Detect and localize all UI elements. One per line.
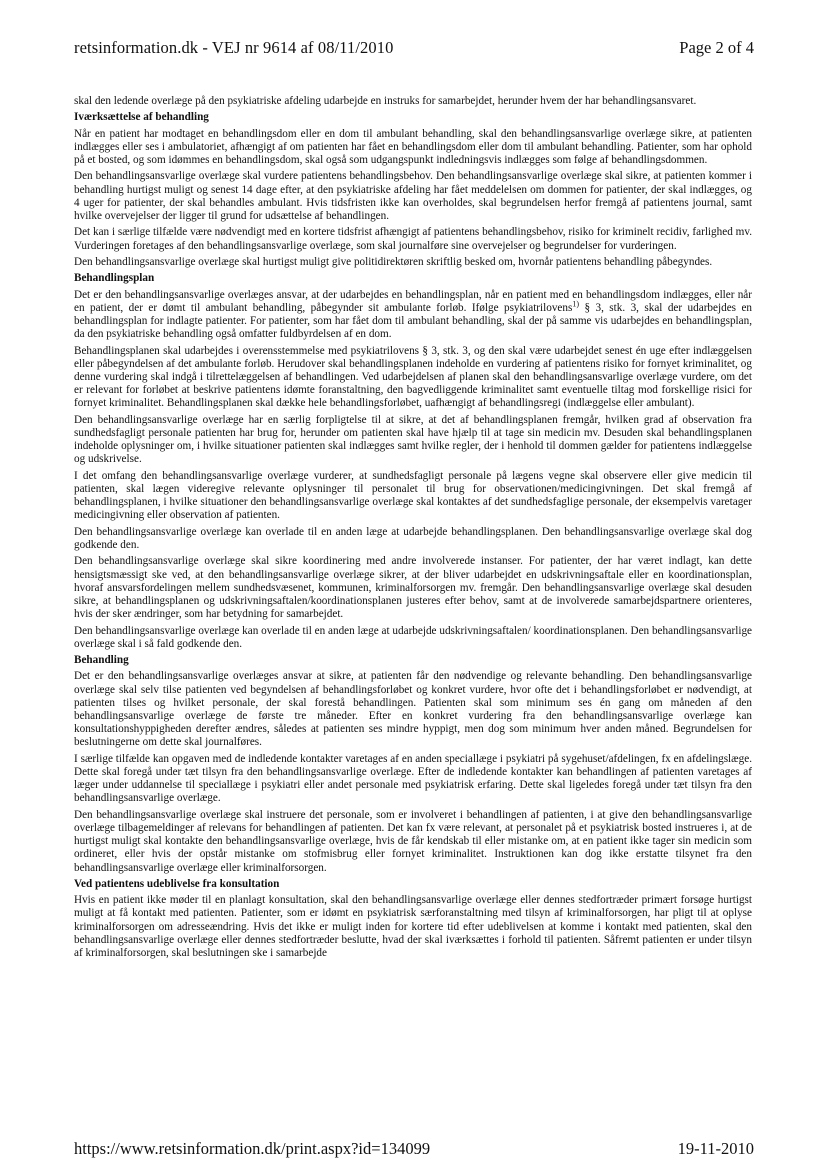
heading-udeblivelse: Ved patientens udeblivelse fra konsultation bbox=[74, 877, 280, 890]
heading-ivaerksaettelse: Iværksættelse af behandling bbox=[74, 111, 209, 124]
paragraph-behandling-1: Det er den behandlingsansvarlige overlæges ansvar at sikre, at patienten får den nødvendige og relevante behandling. Den behandlingsansvarlige overlæge skal selv tilse patienten ved begyndelsen af behandlingsforløbet og konkret vurdere, hvor ofte det i behandlingsforløbet er nødvendigt, at patienten tilses og hvilket personale, der skal forestå behandlingen. Patienten skal som minimum ses én gang om måneden af den behandlingsansvarlige overlæge de første tre måneder. Efter en konkret vurdering fra den behandlingsansvarlige overlæge kan konsultationshyppigheden derefter ændres, således at patienten ses mindre hyppigt, men dog som minimum hver anden måned. Begrundelsen for beslutningerne om dette skal journalføres. bbox=[74, 670, 752, 749]
paragraph-ivaerk-2: Den behandlingsansvarlige overlæge skal vurdere patientens behandlingsbehov. Den behandlingsansvarlige overlæge skal sikre, at patienten kommer i behandling hurtigst muligt og senest 14 dage efter, at den psykiatriske afdeling har fået meddelelsen om dommen for patienter, der skal indlægges, og 4 uger for patienter, der skal behandles ambulant. Hvis tidsfristen ikke kan overholdes, skal begrundelsen herfor fremgå af patientens journal, samt hvilke overvejelser der ligger til grund for udsættelse af behandlingen. bbox=[74, 170, 752, 222]
paragraph-plan-4: I det omfang den behandlingsansvarlige overlæge vurderer, at sundhedsfagligt personale på lægens vegne skal observere eller give medicin til patienten, skal lægen videregive relevante oplysninger til personalet til brug for observationen/medicingivningen. Det skal fremgå af behandlingsplanen, i hvilke situationer den behandlingsansvarlige overlæge skal kontaktes af det sundhedsfaglige personale, der eksempelvis varetager medicingivning eller observation af patienten. bbox=[74, 469, 752, 522]
paragraph-ivaerk-3: Det kan i særlige tilfælde være nødvendigt med en kortere tidsfrist afhængigt af patientens behandlingsbehov, risiko for kriminelt recidiv, farlighed mv. Vurderingen foretages af den behandlingsansvarlige overlæge, som skal journalføre sine overvejelser og begrundelser for vurderingen. bbox=[74, 226, 752, 252]
paragraph-plan-5: Den behandlingsansvarlige overlæge kan overlade til en anden læge at udarbejde behandlingsplanen. Den behandlingsansvarlige overlæge skal dog godkende den. bbox=[74, 525, 752, 551]
paragraph-plan-6: Den behandlingsansvarlige overlæge skal sikre koordinering med andre involverede instanser. For patienter, der har været indlagt, kan dette hensigtsmæssigt ske ved, at den behandlingsansvarlige overlæge sikrer, at der bliver udarbejdet en udskrivningsaftale eller en koordinationsplan, hvoraf ansvarsfordelingen mellem sundhedsvæsenet, kommunen, kriminalforsorgen mv. fremgår. Den behandlingsansvarlige overlæge skal desuden sikre, at behandlingsplanen og udskrivningsaftalen/koordinationsplanen justeres efter behov, samt at de involverede samarbejdspartnere orienteres, hvis der sker ændringer, som har betydning for samarbejdet. bbox=[74, 555, 752, 621]
paragraph-udeblivelse-1: Hvis en patient ikke møder til en planlagt konsultation, skal den behandlingsansvarlige overlæge eller dennes stedfortræder primært forsøge hurtigst muligt at få kontakt med patienten. Patienter, som er idømt en psykiatrisk særforanstaltning med tilsyn af kriminalforsorgen, har pligt til at oplyse kriminalforsorgen om adresseændring. Hvis det ikke er muligt inden for kortere tid efter udeblivelsen at komme i kontakt med patienten, skal den behandlingsansvarlige overlæge eller dennes stedfortræder beslutte, hvad der skal iværksættes i forhold til patienten. Såfremt patienten er under tilsyn af kriminalforsorgen, skal beslutningen ske i samarbejde bbox=[74, 894, 752, 959]
paragraph-ivaerk-4: Den behandlingsansvarlige overlæge skal hurtigst muligt give politidirektøren skriftlig besked om, hvornår patientens behandling påbegyndes. bbox=[74, 255, 713, 268]
plan-1-text-b: § 3, stk. 3, skal der udarbejdes en behandlingsplan for indlagte patienter. For patienter, som har fået dom til ambulant behandling, skal der på samme vis udarbejdes en behandlingsplan, da den psykiatriske behandling også omfatter fuldbyrdelsen af en dom. bbox=[74, 301, 753, 341]
paragraph-intro: skal den ledende overlæge på den psykiatriske afdeling udarbejde en instruks for samarbejdet, herunder hvem der har behandlingsansvaret. bbox=[74, 95, 697, 107]
paragraph-behandling-2: I særlige tilfælde kan opgaven med de indledende kontakter varetages af en anden speciallæge i psykiatri på sygehuset/afdelingen, fx en afdelingslæge. Dette skal foregå under tæt tilsyn fra den behandlingsansvarlige overlæge. Efter de indledende kontakter kan behandlingen af patienten varetages af læger under uddannelse til speciallæge i psykiatri eller andet personale med psykiatrisk erfaring. Dette skal ligeledes foregå under tæt tilsyn fra den behandlingsansvarlige overlæge. bbox=[74, 752, 752, 805]
paragraph-plan-1 bbox=[74, 289, 752, 342]
footnote-ref[interactable]: 1) bbox=[572, 299, 580, 309]
paragraph-ivaerk-1: Når en patient har modtaget en behandlingsdom eller en dom til ambulant behandling, skal den behandlingsansvarlige overlæge sikre, at patienten indlægges eller ses i ambulatoriet, afhængigt af om patienten har fået en behandlingsdom eller dom til ambulant behandling. Patienter, som har ophold på et bosted, og som idømmes en behandlingsdom, skal også som udgangspunkt indledningsvis indlægges som følge af behandlingsdommen. bbox=[74, 127, 752, 166]
footer-date: 19-11-2010 bbox=[677, 1139, 754, 1158]
paragraph-plan-7: Den behandlingsansvarlige overlæge kan overlade til en anden læge at udarbejde udskrivningsaftalen/ koordinationsplanen. Den behandlingsansvarlige overlæge skal i så fald godkende den. bbox=[74, 624, 752, 650]
heading-behandling: Behandling bbox=[74, 654, 129, 667]
paragraph-behandling-3: Den behandlingsansvarlige overlæge skal instruere det personale, som er involveret i behandlingen af patienten, i at give den behandlingsansvarlige overlæge tilbagemeldinger af relevans for behandlingen af patienten. Det kan fx være relevant, at personalet på et psykiatrisk bosted instrueres i, at de hurtigst muligt skal kontakte den behandlingsansvarlige overlæge, hvis de får kendskab til eller mistanke om, at en patient ikke tager sin medicin som ordineret, eller hvis der opstår mistanke om stofmisbrug eller fornyet kriminalitet. Instruktionen kan dog ikke erstatte tilsynet fra den behandlingsansvarlige overlæge eller kriminalforsorgen. bbox=[74, 808, 752, 874]
page-number: Page 2 of 4 bbox=[679, 38, 754, 57]
document-body bbox=[74, 95, 752, 963]
footer-url: https://www.retsinformation.dk/print.aspx?id=134099 bbox=[74, 1139, 431, 1158]
paragraph-plan-3: Den behandlingsansvarlige overlæge har en særlig forpligtelse til at sikre, at det af behandlingsplanen fremgår, hvilken grad af observation fra sundhedsfagligt personale patienten har brug for, herunder om patienten skal have hjælp til at tage sin medicin mv. Desuden skal behandlingsplanen indeholde oplysninger om, i hvilke situationer patienten skal indlægges samt hvilke regler, der i henhold til dommen gælder for patientens indlæggelse og udskrivelse. bbox=[74, 413, 752, 466]
document-header-title: retsinformation.dk - VEJ nr 9614 af 08/11/2010 bbox=[74, 38, 394, 57]
plan-1-text-a: Det er den behandlingsansvarlige overlæges ansvar, at der udarbejdes en behandlingsplan, når en patient med en behandlingsdom indlægges, eller når en patient, der er dømt til ambulant behandling, påbegynder sit ambulante forløb. Ifølge psykiatrilovens bbox=[74, 288, 752, 314]
heading-behandlingsplan: Behandlingsplan bbox=[74, 272, 155, 285]
paragraph-plan-2: Behandlingsplanen skal udarbejdes i overensstemmelse med psykiatrilovens § 3, stk. 3, og den skal være udarbejdet senest én uge efter indlæggelsen eller påbegyndelsen af det ambulante forløb. Herudover skal behandlingsplanen indeholde en vurdering af patientens risiko for fornyet kriminalitet, og denne vurdering skal indgå i tilrettelæggelsen af behandlingen. Ved udarbejdelsen af planen skal den behandlingsansvarlige overlæge vurdere, om det er relevant for forløbet at beskrive patientens idømte foranstaltning, den bagvedliggende kriminalitet samt eventuelle tiltag mod forskellige risici for fornyet kriminalitet. Behandlingsplanen skal dække hele behandlingsforløbet, uafhængigt af behandlingsregi (indlæggelse eller ambulant). bbox=[74, 344, 752, 410]
